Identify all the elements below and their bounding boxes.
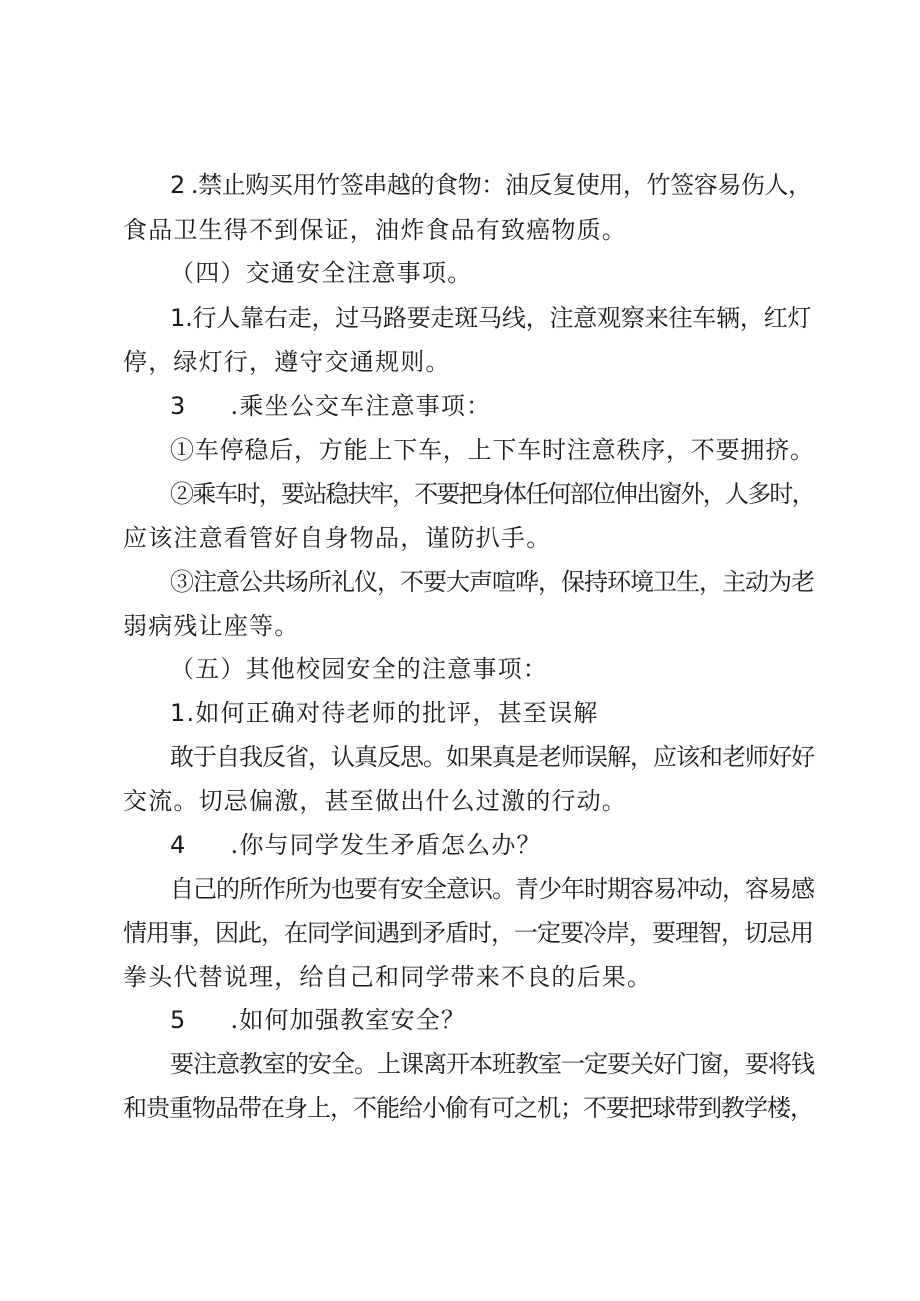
item-text: 如何正确对待老师的批评，甚至误解 bbox=[195, 699, 599, 727]
traffic-item-3 bbox=[170, 391, 491, 421]
item-number: 3 bbox=[170, 392, 187, 420]
item-number: 4 bbox=[170, 831, 187, 859]
section-heading-5: （五）其他校园安全的注意事项： bbox=[170, 655, 548, 683]
section-heading-4: （四）交通安全注意事项。 bbox=[170, 259, 473, 287]
item-text: .你与同学发生矛盾怎么办？ bbox=[230, 831, 542, 859]
other-item-1 bbox=[170, 698, 599, 728]
other-item-5-answer-line-1: 要注意教室的安全。上课离开本班教室一定要关好门窗，要将钱 bbox=[170, 1050, 814, 1078]
item-number: 2 bbox=[170, 171, 185, 199]
bus-rule-3-line-1: ③注意公共场所礼仪，不要大声喧哗，保持环境卫生，主动为老 bbox=[170, 568, 814, 596]
other-item-1-answer-line-2: 交流。切忌偏激，甚至做出什么过激的行动。 bbox=[123, 787, 627, 815]
other-item-4-answer-line-2: 情用事，因此，在同学间遇到矛盾时，一定要冷岸，要理智，切忌用 bbox=[123, 919, 813, 947]
item-number: 1. bbox=[170, 699, 196, 727]
item-text: .如何加强教室安全？ bbox=[230, 1006, 467, 1034]
other-item-4-answer-line-1: 自己的所作所为也要有安全意识。青少年时期容易冲动，容易感 bbox=[170, 875, 814, 903]
other-item-4-answer-line-3: 拳头代替说理，给自己和同学带来不良的后果。 bbox=[123, 963, 653, 991]
item-2-line-1 bbox=[170, 170, 812, 200]
item-text: .乘坐公交车注意事项： bbox=[230, 392, 492, 420]
item-number: 1. bbox=[170, 304, 193, 332]
other-item-5 bbox=[170, 1005, 466, 1035]
other-item-1-answer-line-1: 敢于自我反省，认真反思。如果真是老师误解，应该和老师好好 bbox=[170, 743, 814, 771]
other-item-5-answer-line-2: 和贵重物品带在身上，不能给小偷有可之机；不要把球带到教学楼， bbox=[123, 1094, 813, 1122]
item-text: 行人靠右走，过马路要走斑马线，注意观察来往车辆，红灯 bbox=[192, 304, 812, 332]
bus-rule-2-line-1: ②乘车时，要站稳扶牢，不要把身体任何部位伸出窗外，人多时， bbox=[170, 480, 814, 508]
item-2-line-2: 食品卫生得不到保证，油炸食品有致癌物质。 bbox=[123, 216, 627, 244]
bus-rule-1: ①车停稳后，方能上下车，上下车时注意秩序，不要拥挤。 bbox=[170, 436, 815, 464]
item-text: .禁止购买用竹签串越的食物：油反复使用，竹签容易伤人， bbox=[190, 171, 812, 199]
bus-rule-2-line-2: 应该注意看管好自身物品，谨防扒手。 bbox=[123, 524, 552, 552]
item-number: 5 bbox=[170, 1006, 187, 1034]
bus-rule-3-line-2: 弱病残让座等。 bbox=[123, 612, 300, 640]
traffic-item-1-line-1 bbox=[170, 303, 811, 333]
traffic-item-1-line-2: 停，绿灯行，遵守交通规则。 bbox=[123, 348, 451, 376]
other-item-4 bbox=[170, 830, 542, 860]
